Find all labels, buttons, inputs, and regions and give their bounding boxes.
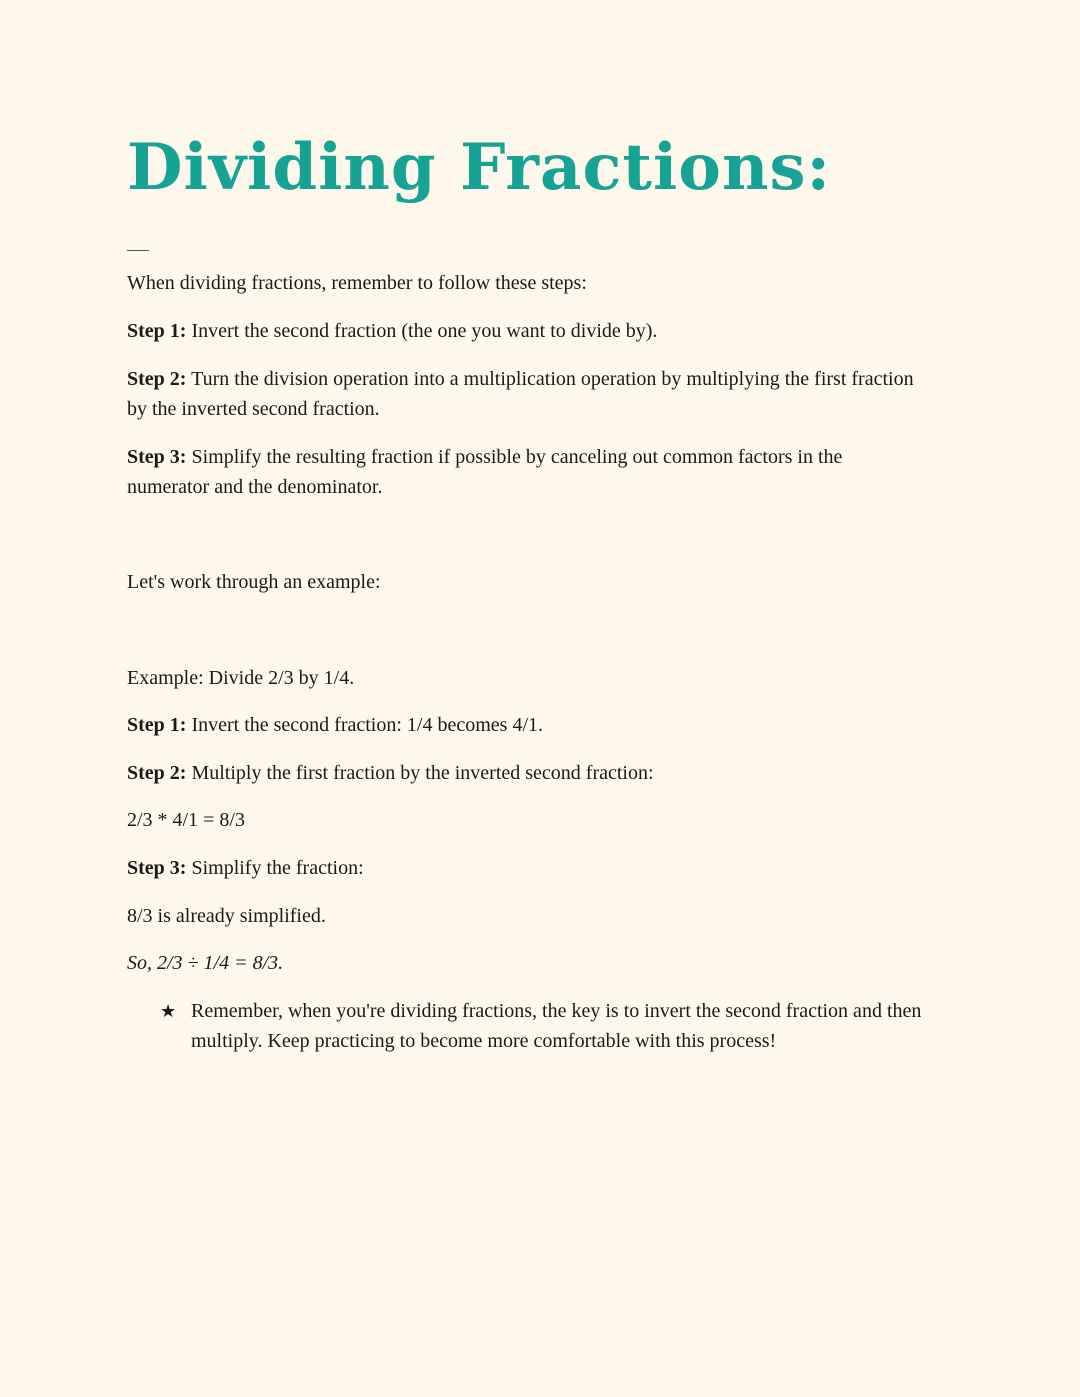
example-prompt: Example: Divide 2/3 by 1/4.: [127, 667, 355, 689]
example-step-1: [127, 710, 927, 740]
example-step-1-text: Invert the second fraction: 1/4 becomes 4/1.: [186, 714, 544, 736]
step-2-label: Step 2:: [127, 368, 187, 390]
step-2-text: Turn the division operation into a multiplication operation by multiplying the first fraction by the inverted second fraction.: [127, 368, 914, 420]
example-step-1-label: Step 1:: [127, 714, 187, 736]
example-step-2-text: Multiply the first fraction by the inverted second fraction:: [186, 762, 654, 784]
step-2: [127, 364, 927, 424]
page-title: Dividing Fractions:: [127, 130, 832, 205]
title-divider: [127, 250, 149, 251]
example-step-3-label: Step 3:: [127, 857, 187, 879]
reminder-bullet: [160, 996, 940, 1056]
step-3: [127, 442, 927, 502]
step-1: [127, 316, 927, 346]
intro-text: When dividing fractions, remember to follow these steps:: [127, 272, 587, 294]
step-1-text: Invert the second fraction (the one you want to divide by).: [186, 320, 658, 342]
example-simplified: 8/3 is already simplified.: [127, 905, 326, 927]
step-3-label: Step 3:: [127, 446, 187, 468]
example-intro: Let's work through an example:: [127, 571, 381, 593]
star-icon: ★: [160, 1001, 177, 1021]
example-step-3: [127, 853, 927, 883]
example-step-2: [127, 758, 927, 788]
example-step-2-label: Step 2:: [127, 762, 187, 784]
example-conclusion: So, 2/3 ÷ 1/4 = 8/3.: [127, 952, 284, 974]
step-3-text: Simplify the resulting fraction if possible by canceling out common factors in the numerator and the denominator.: [127, 446, 843, 498]
reminder-text: Remember, when you're dividing fractions, the key is to invert the second fraction and then multiply. Keep practicing to become more comfortable with this process!: [191, 1000, 922, 1052]
step-1-label: Step 1:: [127, 320, 187, 342]
example-step-3-text: Simplify the fraction:: [186, 857, 364, 879]
example-calculation: 2/3 * 4/1 = 8/3: [127, 809, 245, 831]
